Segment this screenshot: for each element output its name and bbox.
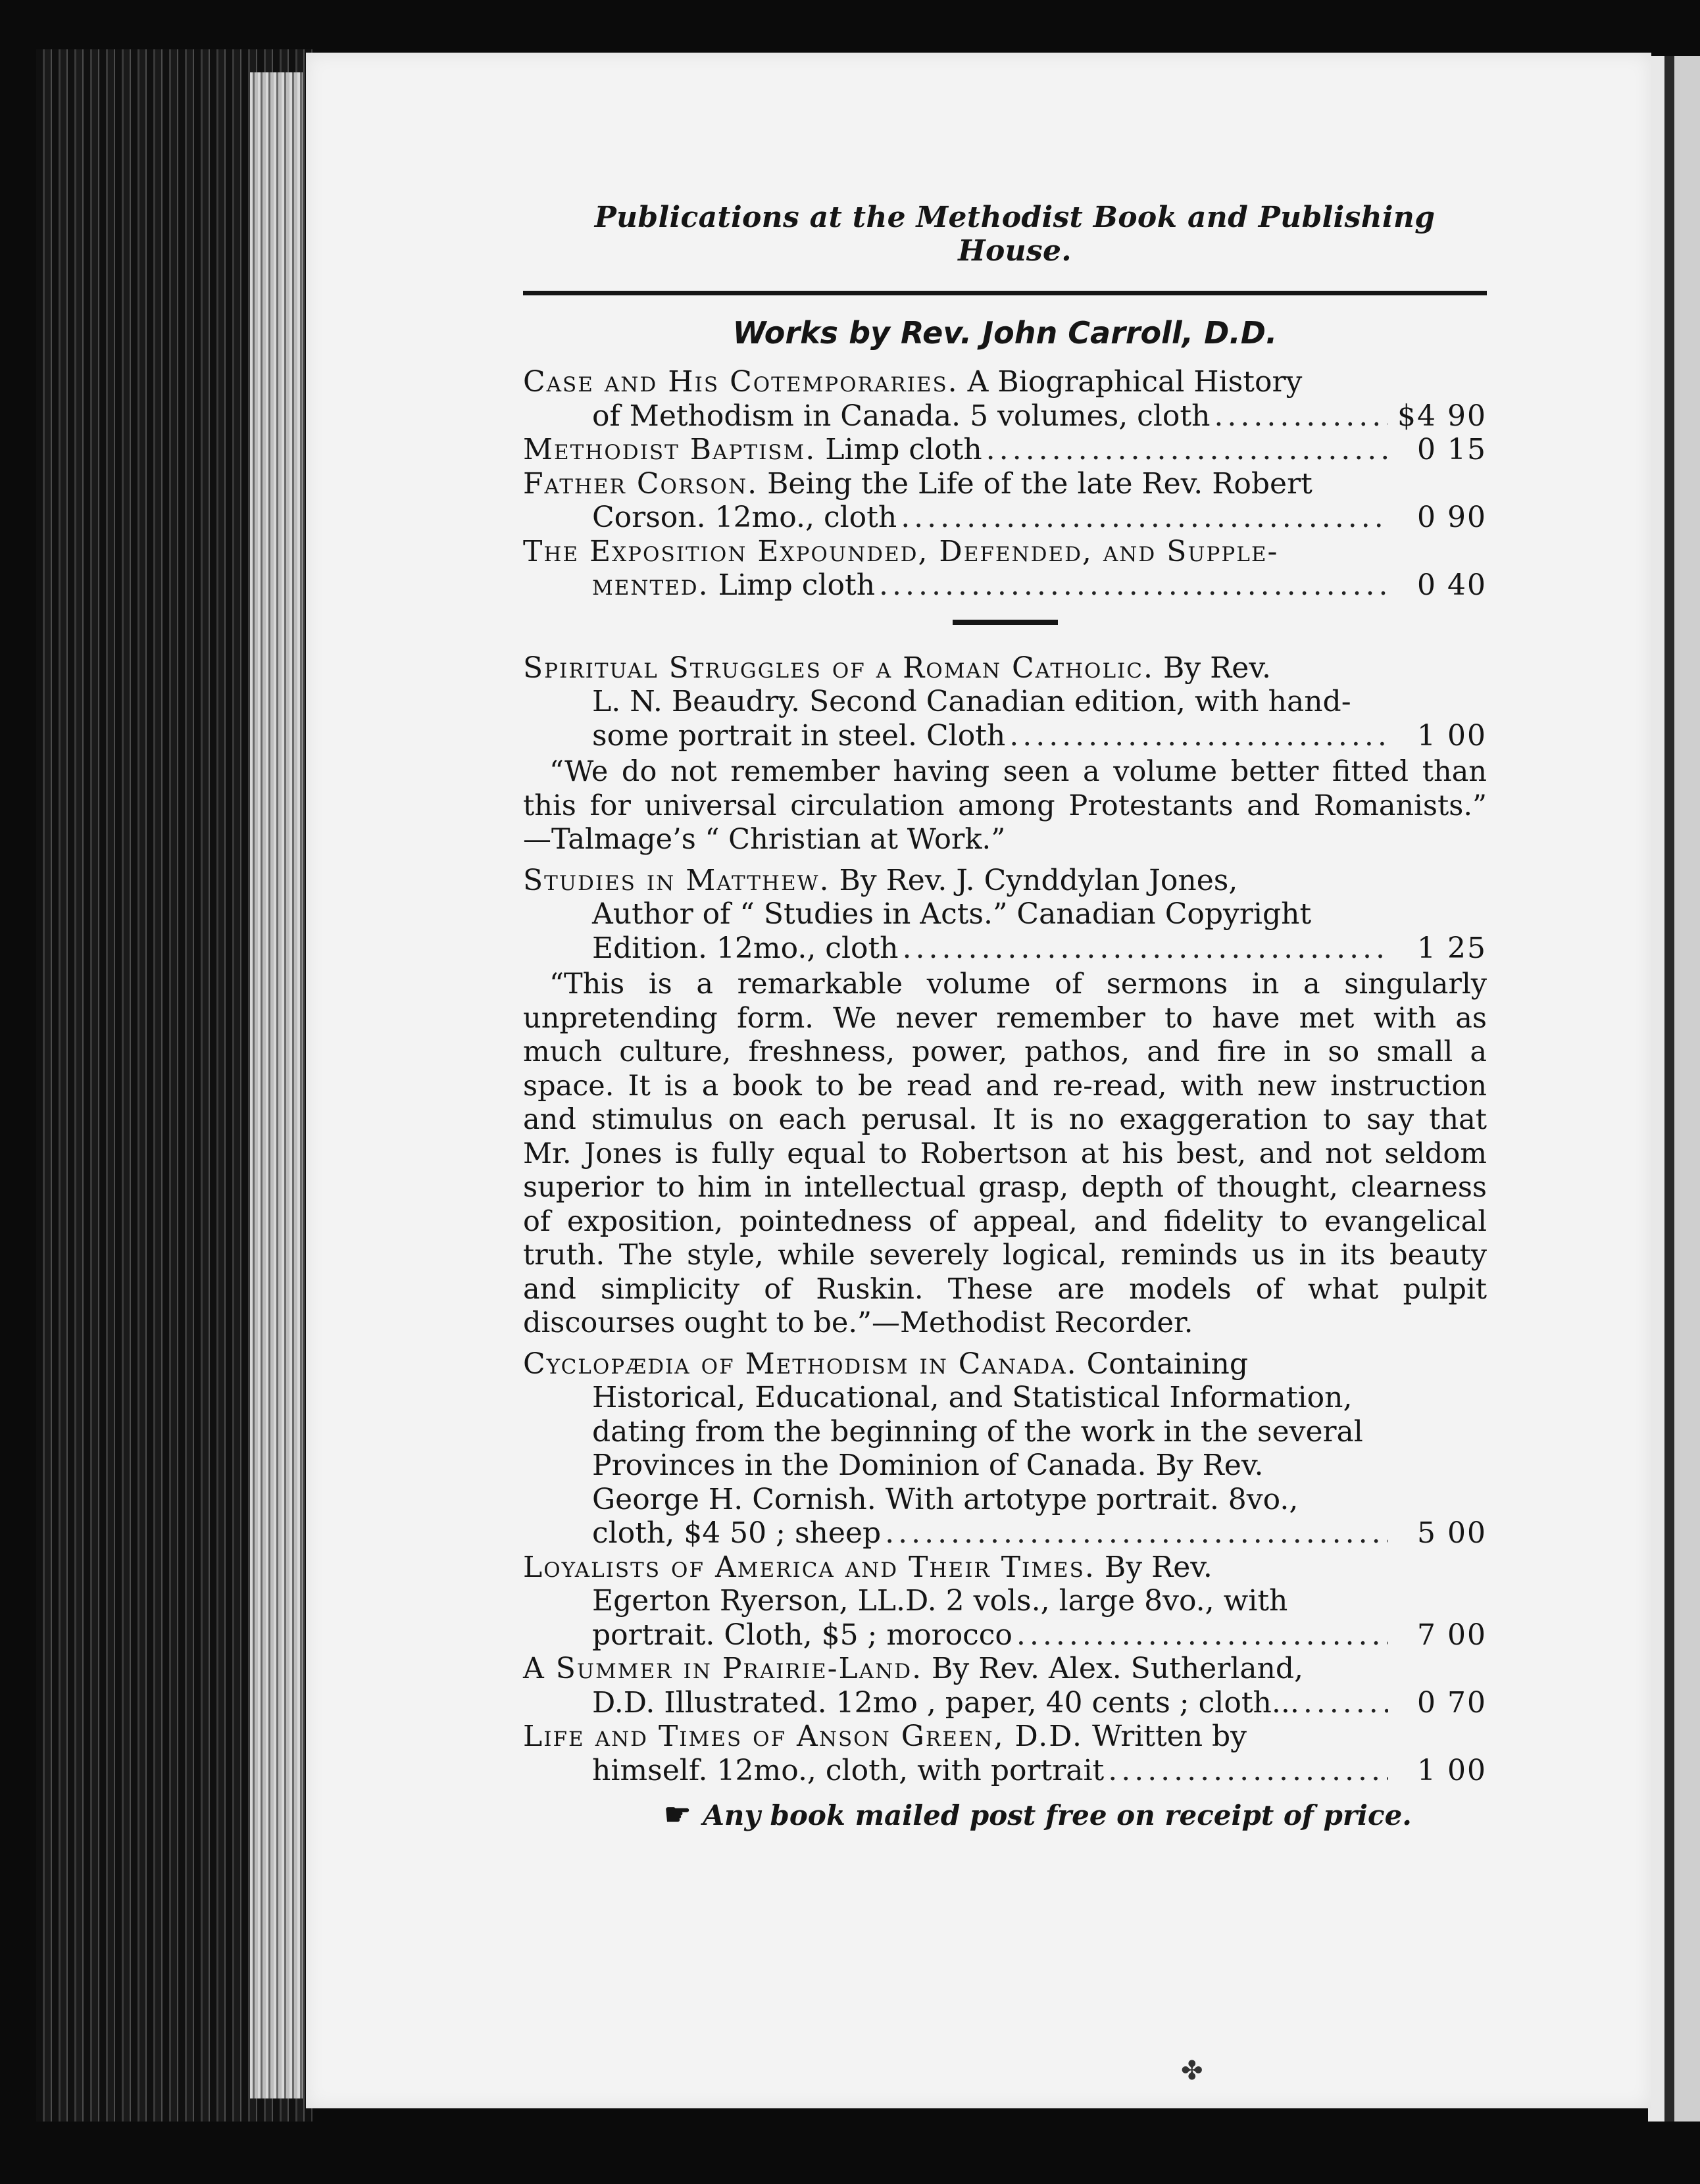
entry-text: Limp cloth [816, 433, 982, 466]
entry-line [523, 931, 1487, 966]
entry-text: Limp cloth [709, 568, 876, 602]
entry-text: Edition. 12mo., cloth [592, 931, 899, 965]
entry-title: Cyclopædia of Methodism in Canada. [523, 1347, 1078, 1381]
entry-text: Egerton Ryerson, LL.D. 2 vols., large 8vo., with [592, 1584, 1288, 1618]
quote-line: Mr. Jones is fully equal to Robertson at his best, and not seldom [523, 1137, 1487, 1170]
entry-title: mented. [592, 568, 709, 602]
leader-dots [897, 501, 1388, 535]
entry-line [523, 1584, 1487, 1618]
entry-line [523, 651, 1487, 685]
carroll-works-list [523, 365, 1487, 603]
entry-text: Historical, Educational, and Statistical Information, [592, 1381, 1353, 1414]
catalogue-entry [523, 467, 1487, 535]
quote-line: discourses ought to be.”—Methodist Recorder. [523, 1306, 1193, 1339]
quote-line: superior to him in intellectual grasp, depth of thought, clearness [523, 1171, 1487, 1204]
entry-text: Corson. 12mo., cloth [592, 501, 897, 534]
entry-line [523, 685, 1487, 719]
entry-price: 7 00 [1417, 1618, 1487, 1652]
header-rule [523, 291, 1487, 295]
entry-title: Case and His Cotemporaries. [523, 365, 959, 399]
entry-text: By Rev. J. Cynddylan Jones, [830, 863, 1238, 897]
quote-line: truth. The style, while severely logical, reminds us in its beauty [523, 1239, 1487, 1272]
entry-line [523, 1720, 1487, 1754]
entry-line [523, 501, 1487, 535]
quote-line: of exposition, pointedness of appeal, and fidelity to evangelical [523, 1204, 1487, 1238]
quote-line: “This is a remarkable volume of sermons in a singularly [549, 968, 1487, 1001]
entry-price: 1 25 [1417, 931, 1487, 965]
section-divider [953, 620, 1058, 625]
catalogue-entry [523, 864, 1487, 966]
footer-note [523, 1797, 1487, 1832]
entry-price: 1 00 [1417, 718, 1487, 753]
quote-line: space. It is a book to be read and re-read, with new instruction [523, 1069, 1487, 1103]
entry-price: $4 90 [1397, 399, 1487, 433]
quote-line: —Talmage’s “ Christian at Work.” [523, 823, 1006, 856]
entry-title: Life and Times of Anson Green, D.D. [523, 1720, 1083, 1753]
entry-line [523, 897, 1487, 931]
leader-dots [1005, 719, 1388, 753]
entry-price: 1 00 [1417, 1753, 1487, 1787]
entry-text: D.D. Illustrated. 12mo , paper, 40 cents ; cloth... [592, 1685, 1299, 1720]
entry-line [523, 399, 1487, 434]
quote-line: “We do not remember having seen a volume better fitted than [549, 755, 1487, 788]
entry-price: 0 70 [1417, 1685, 1487, 1720]
catalogue-entry [523, 535, 1487, 603]
entry-line [523, 1347, 1487, 1381]
catalogue-entry [523, 1551, 1487, 1652]
entry-price: 5 00 [1417, 1516, 1487, 1550]
entry-line [523, 719, 1487, 753]
entry-line [523, 1754, 1487, 1788]
quote-line: this for universal circulation among Protestants and Romanists.” [523, 789, 1487, 822]
entry-text: some portrait in steel. Cloth [592, 718, 1006, 753]
leader-dots [875, 568, 1388, 603]
print-speck: ✤ [1181, 2056, 1203, 2086]
entry-line [523, 467, 1487, 501]
entry-line [523, 1449, 1487, 1483]
catalogue-entry [523, 1720, 1487, 1787]
entry-text: Provinces in the Dominion of Canada. By Rev. [592, 1449, 1264, 1482]
entry-text: George H. Cornish. With artotype portrait. 8vo., [592, 1482, 1299, 1516]
catalogue-entry [523, 1347, 1487, 1551]
page-content [523, 201, 1487, 1832]
leader-dots [899, 931, 1388, 966]
leader-dots [982, 433, 1388, 467]
entry-title: Loyalists of America and Their Times. [523, 1550, 1095, 1584]
book-page [306, 53, 1651, 2108]
entry-text: Author of “ Studies in Acts.” Canadian Copyright [592, 897, 1312, 931]
entry-title: The Exposition Expounded, Defended, and Supple- [523, 534, 1279, 568]
entry-text: L. N. Beaudry. Second Canadian edition, with hand- [592, 685, 1351, 718]
quote-line: and stimulus on each perusal. It is no exaggeration to say that [523, 1103, 1487, 1136]
quote-line: unpretending form. We never remember to have met with as [523, 1001, 1487, 1035]
entry-text: of Methodism in Canada. 5 volumes, cloth [592, 399, 1211, 433]
entry-line [523, 568, 1487, 603]
review-quote [523, 968, 1487, 1341]
entry-text: dating from the beginning of the work in the several [592, 1414, 1363, 1449]
entry-line [523, 1618, 1487, 1652]
entry-line [523, 1551, 1487, 1585]
entry-line [523, 365, 1487, 399]
entry-title: Father Corson. [523, 466, 759, 501]
entry-text: By Rev. Alex. Sutherland, [922, 1652, 1304, 1685]
entry-title: A Summer in Prairie-Land. [523, 1652, 923, 1685]
other-works-list [523, 651, 1487, 1788]
running-head: Publications at the Methodist Book and Publishing House. [594, 201, 1436, 268]
entry-line [523, 1381, 1487, 1415]
entry-text: portrait. Cloth, $5 ; morocco [592, 1618, 1013, 1652]
book-right-edge [1648, 56, 1700, 2122]
entry-line [523, 1483, 1487, 1517]
leader-dots [1299, 1686, 1388, 1720]
entry-text: himself. 12mo., cloth, with portrait [592, 1753, 1105, 1787]
leader-dots [1210, 399, 1388, 434]
quote-line: and simplicity of Ruskin. These are models of what pulpit [523, 1272, 1487, 1306]
book-page-edges [250, 72, 303, 2098]
entry-line [523, 433, 1487, 467]
entry-text: Written by [1082, 1720, 1247, 1753]
quote-line: much culture, freshness, power, pathos, and fire in so small a [523, 1035, 1487, 1068]
entry-line [523, 1415, 1487, 1449]
review-quote [523, 755, 1487, 857]
catalogue-entry [523, 651, 1487, 753]
entry-line [523, 1516, 1487, 1551]
entry-title: Methodist Baptism. [523, 433, 816, 466]
catalogue-entry [523, 433, 1487, 467]
entry-text: cloth, $4 50 ; sheep [592, 1516, 882, 1550]
catalogue-entry [523, 1652, 1487, 1720]
entry-price: 0 15 [1417, 433, 1487, 466]
entry-line [523, 1686, 1487, 1720]
catalogue-entry [523, 365, 1487, 433]
entry-text: Containing [1077, 1347, 1248, 1381]
entry-text: A Biographical History [958, 365, 1303, 399]
leader-dots [1104, 1754, 1388, 1788]
pointing-hand-icon: ☛ [664, 1797, 691, 1832]
entry-text: By Rev. [1095, 1550, 1212, 1584]
entry-text: Being the Life of the late Rev. Robert [758, 466, 1312, 501]
leader-dots [1013, 1618, 1388, 1652]
leader-dots [881, 1516, 1388, 1551]
entry-title: Studies in Matthew. [523, 863, 830, 897]
entry-line [523, 864, 1487, 898]
entry-price: 0 90 [1417, 501, 1487, 534]
entry-title: Spiritual Struggles of a Roman Catholic. [523, 651, 1154, 685]
entry-line [523, 1652, 1487, 1686]
section-title: Works by Rev. John Carroll, D.D. [732, 315, 1278, 351]
footer-note-text: Any book mailed post free on receipt of price. [703, 1799, 1412, 1831]
entry-line [523, 535, 1487, 569]
entry-price: 0 40 [1417, 568, 1487, 602]
entry-text: By Rev. [1153, 651, 1271, 685]
